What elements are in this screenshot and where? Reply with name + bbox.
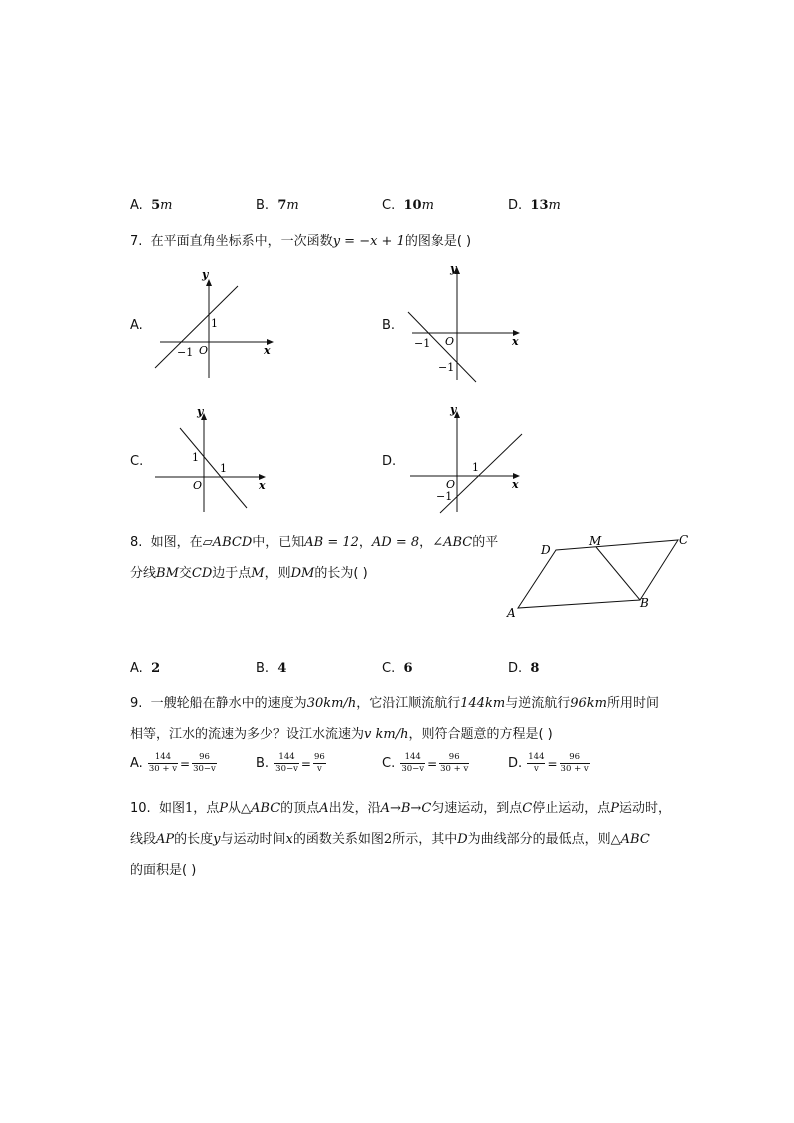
q10-stem-line3: 的面积是( ) <box>130 863 197 878</box>
fraction: $\frac{96}{30-v}$ <box>193 752 216 774</box>
q8-parallelogram-figure <box>500 528 700 628</box>
axis-x-label: x <box>512 335 519 348</box>
function-line <box>155 286 238 368</box>
fraction: $\frac{144}{v}$ <box>528 752 545 774</box>
intercept-label-2: −1 <box>177 346 194 359</box>
q9-stem-line1: 9. 一艘轮船在静水中的速度为30km/h，它沿江顺流航行144km与逆流航行96km所用时间 <box>130 696 660 711</box>
axis-x-label: x <box>512 478 519 491</box>
origin-label: O <box>193 479 203 492</box>
vertex-a: A <box>507 606 516 620</box>
vertex-c: C <box>679 533 689 547</box>
fraction: $\frac{144}{30 + v}$ <box>148 752 178 774</box>
q7-option-a-label[interactable]: A. <box>130 318 143 333</box>
vertex-b: B <box>640 596 649 610</box>
q8-option-a[interactable]: A. 2 <box>130 661 161 676</box>
intercept-label: 1 <box>211 317 218 330</box>
function-line <box>440 434 522 513</box>
intercept-label: 1 <box>472 461 479 474</box>
q8-stem-line1: 8. 如图，在▱ABCD中，已知AB = 12，AD = 8，∠ABC的平 <box>130 535 499 550</box>
axis-y-label: y <box>197 405 204 418</box>
q7-graph-a[interactable] <box>150 268 280 383</box>
intercept-label-2: −1 <box>438 361 455 374</box>
fraction: $\frac{96}{v}$ <box>313 752 325 774</box>
q7-option-b-label[interactable]: B. <box>382 318 396 333</box>
intercept-label-2: 1 <box>220 462 227 475</box>
q6-option-d[interactable]: D. 13m <box>508 198 561 213</box>
q10-stem-line1: 10. 如图1，点P从△ABC的顶点A出发，沿A→B→C匀速运动，到点C停止运动，点P运动时， <box>130 801 672 816</box>
q9-option-d[interactable]: D. $\frac{144}{v}$ = $\frac{96}{30 + v}$ <box>508 752 589 774</box>
intercept-label: 1 <box>192 451 199 464</box>
q7-option-d-label[interactable]: D. <box>382 454 397 469</box>
axis-y-label: y <box>450 262 457 275</box>
axis-x-label: x <box>264 344 271 357</box>
bisector-bm <box>596 547 640 600</box>
q6-option-a[interactable]: A. 5m <box>130 198 173 213</box>
q8-option-c[interactable]: C. 6 <box>382 661 413 676</box>
q9-stem-line2: 相等，江水的流速为多少？设江水流速为v km/h，则符合题意的方程是( ) <box>130 727 553 742</box>
q7-graph-d[interactable] <box>402 400 532 518</box>
point-m: M <box>589 534 602 548</box>
fraction: $\frac{144}{30-v}$ <box>401 752 425 774</box>
intercept-label: −1 <box>414 337 431 350</box>
q6-option-c[interactable]: C. 10m <box>382 198 434 213</box>
function-line <box>180 428 247 508</box>
axis-y-label: y <box>202 268 209 281</box>
intercept-label-2: −1 <box>436 490 453 503</box>
q9-option-b[interactable]: B. $\frac{144}{30-v}$ = $\frac{96}{v}$ <box>256 752 325 774</box>
q7-graph-c[interactable] <box>150 402 280 517</box>
vertex-d: D <box>541 543 551 557</box>
q9-option-c[interactable]: C. $\frac{144}{30-v}$ = $\frac{96}{30 + v}$ <box>382 752 469 774</box>
fraction: $\frac{96}{30 + v}$ <box>560 752 589 774</box>
origin-label: O <box>446 478 456 491</box>
q7-graph-b[interactable] <box>402 262 532 387</box>
q7-stem: 7. 在平面直角坐标系中，一次函数y = −x + 1的图象是( ) <box>130 234 472 249</box>
q8-stem-line2: 分线BM交CD边于点M，则DM的长为( ) <box>130 566 368 581</box>
axis-y-label: y <box>450 403 457 416</box>
fraction: $\frac{96}{30 + v}$ <box>440 752 469 774</box>
q8-option-d[interactable]: D. 8 <box>508 661 540 676</box>
q7-option-c-label[interactable]: C. <box>130 454 144 469</box>
q8-option-b[interactable]: B. 4 <box>256 661 287 676</box>
fraction: $\frac{144}{30-v}$ <box>275 752 298 774</box>
origin-label: O <box>199 344 209 357</box>
q10-stem-line2: 线段AP的长度y与运动时间x的函数关系如图2所示，其中D为曲线部分的最低点，则△ABC <box>130 832 650 847</box>
q6-option-b[interactable]: B. 7m <box>256 198 299 213</box>
axis-x-label: x <box>259 479 266 492</box>
origin-label: O <box>445 335 455 348</box>
q9-option-a[interactable]: A. $\frac{144}{30 + v}$ = $\frac{96}{30-v}$ <box>130 752 216 774</box>
